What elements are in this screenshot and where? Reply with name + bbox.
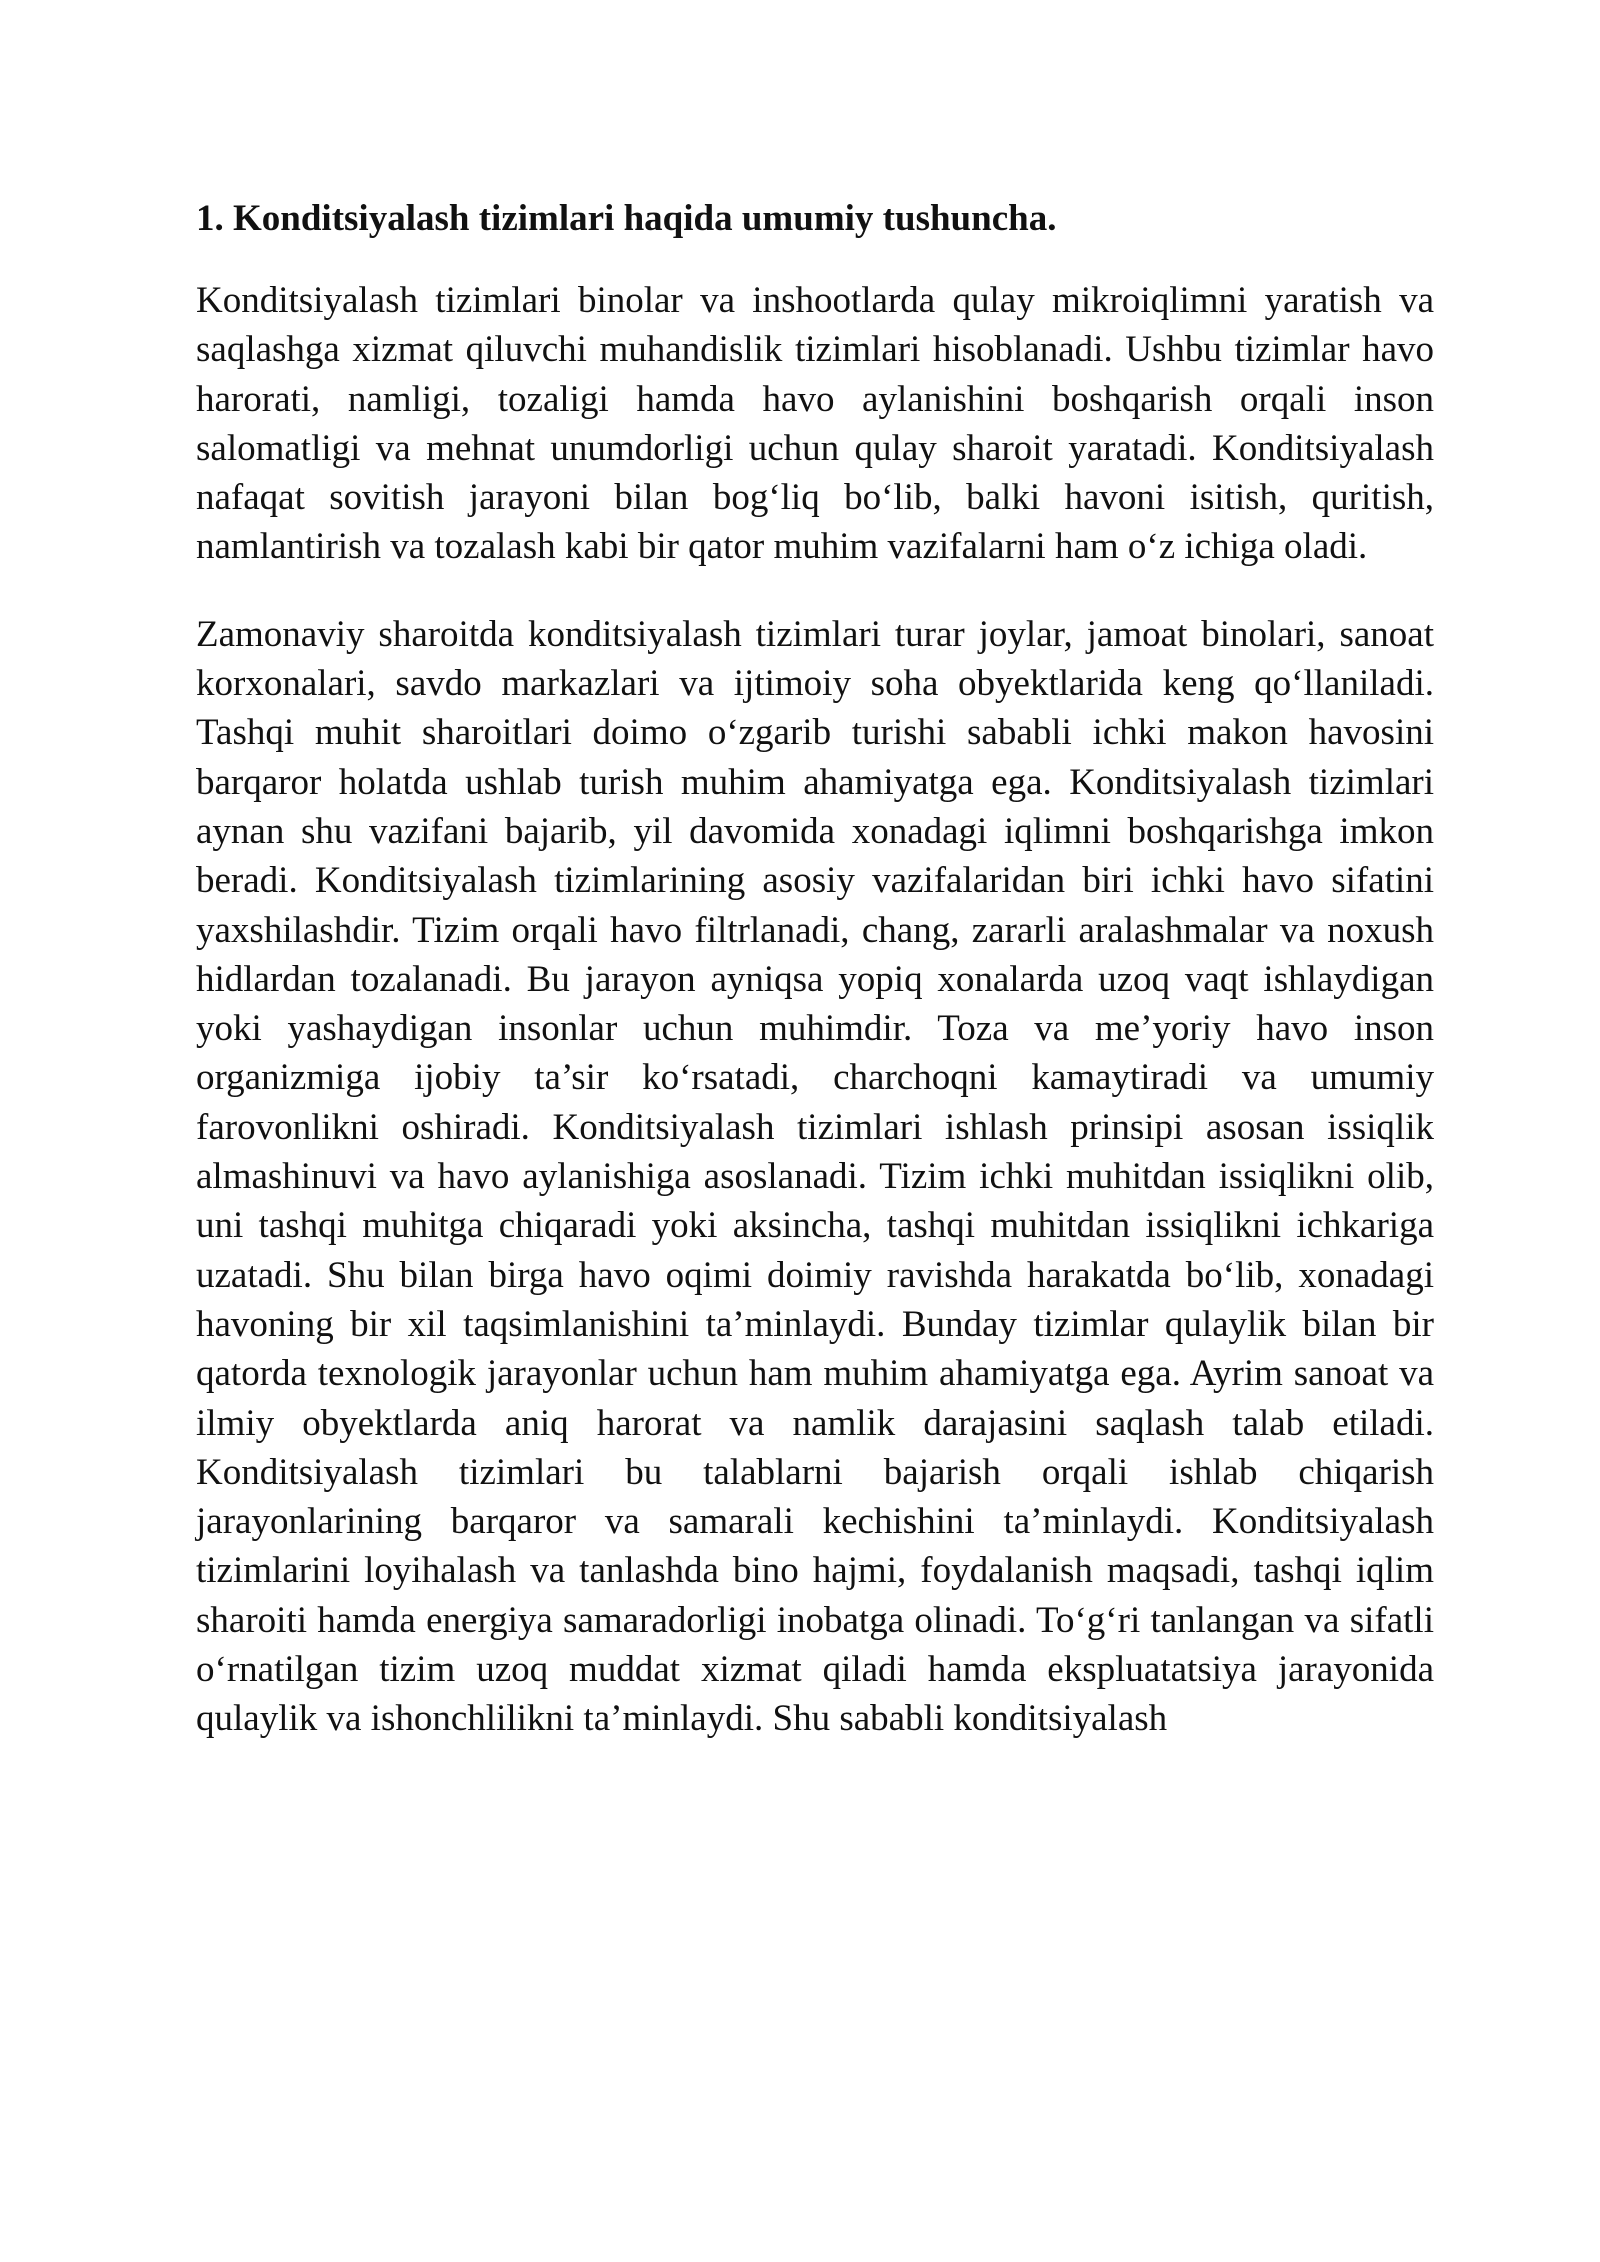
document-page [196, 196, 1434, 1744]
document-heading: 1. Konditsiyalash tizimlari haqida umumiy tushuncha. [196, 198, 1057, 239]
paragraph-1: Konditsiyalash tizimlari binolar va inshootlarda qulay mikroiqlimni yaratish va saqlashga xizmat qiluvchi muhandislik tizimlari hisoblanadi. Ushbu tizimlar havo harorati, namligi, tozaligi hamda havo aylanishini boshqarish orqali inson salomatligi va mehnat unumdorligi uchun qulay sharoit yaratadi. Konditsiyalash nafaqat sovitish jarayoni bilan bog‘liq bo‘lib, balki havoni isitish, quritish, namlantirish va tozalash kabi bir qator muhim vazifalarni ham o‘z ichiga oladi. [196, 280, 1434, 568]
paragraph-2: Zamonaviy sharoitda konditsiyalash tizimlari turar joylar, jamoat binolari, sanoat korxonalari, savdo markazlari va ijtimoiy soha obyektlarida keng qo‘llaniladi. Tashqi muhit sharoitlari doimo o‘zgarib turishi sababli ichki makon havosini barqaror holatda ushlab turish muhim ahamiyatga ega. Konditsiyalash tizimlari aynan shu vazifani bajarib, yil davomida xonadagi iqlimni boshqarishga imkon beradi. Konditsiyalash tizimlarining asosiy vazifalaridan biri ichki havo sifatini yaxshilashdir. Tizim orqali havo filtrlanadi, chang, zararli aralashmalar va noxush hidlardan tozalanadi. Bu jarayon ayniqsa yopiq xonalarda uzoq vaqt ishlaydigan yoki yashaydigan insonlar uchun muhimdir. Toza va me’yoriy havo inson organizmiga ijobiy ta’sir ko‘rsatadi, charchoqni kamaytiradi va umumiy farovonlikni oshiradi. Konditsiyalash tizimlari ishlash prinsipi asosan issiqlik almashinuvi va havo aylanishiga asoslanadi. Tizim ichki muhitdan issiqlikni olib, uni tashqi muhitga chiqaradi yoki aksincha, tashqi muhitdan issiqlikni ichkariga uzatadi. Shu bilan birga havo oqimi doimiy ravishda harakatda bo‘lib, xonadagi havoning bir xil taqsimlanishini ta’minlaydi. Bunday tizimlar qulaylik bilan bir qatorda texnologik jarayonlar uchun ham muhim ahamiyatga ega. Ayrim sanoat va ilmiy obyektlarda aniq harorat va namlik darajasini saqlash talab etiladi. Konditsiyalash tizimlari bu talablarni bajarish orqali ishlab chiqarish jarayonlarining barqaror va samarali kechishini ta’minlaydi. Konditsiyalash tizimlarini loyihalash va tanlashda bino hajmi, foydalanish maqsadi, tashqi iqlim sharoiti hamda energiya samaradorligi inobatga olinadi. To‘g‘ri tanlangan va sifatli o‘rnatilgan tizim uzoq muddat xizmat qiladi hamda ekspluatatsiya jarayonida qulaylik va ishonchlilikni ta’minlaydi. Shu sababli konditsiyalash [196, 613, 1434, 1740]
